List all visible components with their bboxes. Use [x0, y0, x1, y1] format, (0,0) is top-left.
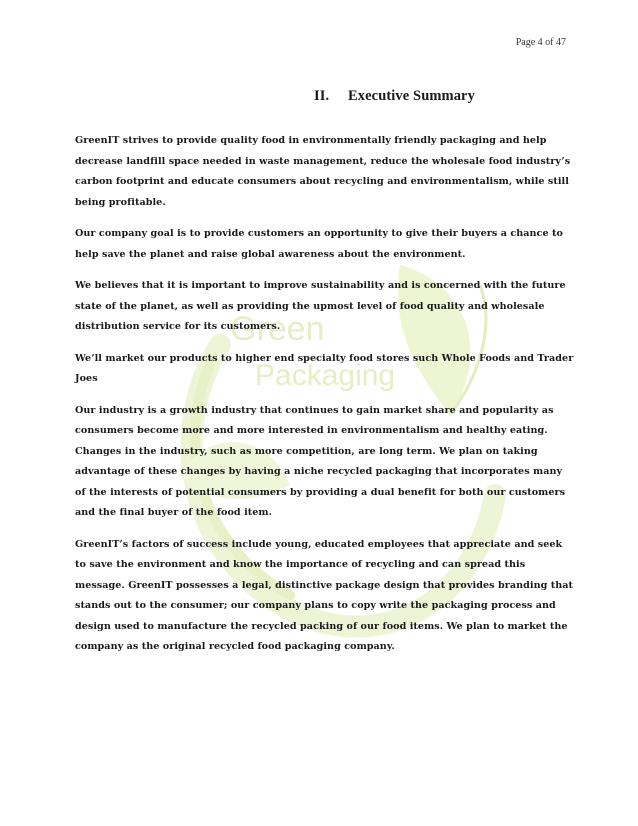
- paragraph: We’ll market our products to higher end specialty food stores such Whole Foods and Trader Joes: [75, 352, 574, 384]
- paragraph: Our company goal is to provide customers an opportunity to give their buyers a chance to help save the planet and raise global awareness about the environment.: [75, 228, 563, 260]
- section-number: II.: [314, 88, 330, 104]
- paragraph: GreenIT’s factors of success include young, educated employees that appreciate and seek to save the environment and know the importance of recycling and can spread this message. GreenIT possesses a legal, distinctive package design that provides branding that stands out to the consumer; our company plans to copy write the packaging process and design used to manufacture the recycled packing of our food items. We plan to market the company as the original recycled food packaging company.: [75, 538, 573, 652]
- section-heading: [314, 88, 475, 105]
- page-number: Page 4 of 47: [515, 37, 566, 48]
- paragraph: We believes that it is important to improve sustainability and is concerned with the future state of the planet, as well as providing the upmost level of food quality and wholesale distribution service for its customers.: [75, 280, 566, 332]
- paragraph: GreenIT strives to provide quality food in environmentally friendly packaging and help decrease landfill space needed in waste management, reduce the wholesale food industry’s carbon footprint and educate consumers about recycling and environmentalism, while still being profitable.: [75, 135, 571, 208]
- paragraph: Our industry is a growth industry that continues to gain market share and popularity as consumers become more and more interested in environmentalism and healthy eating. Changes in the industry, such as more competition, are long term. We plan on taking advantage of these changes by having a niche recycled packaging that incorporates many of the interests of potential consumers by providing a dual benefit for both our customers and the final buyer of the food item.: [75, 404, 566, 518]
- section-title: Executive Summary: [348, 88, 475, 104]
- watermark-text-green: Green: [230, 310, 325, 348]
- watermark-text-packaging: Packaging: [255, 359, 396, 392]
- body-text: [75, 131, 575, 669]
